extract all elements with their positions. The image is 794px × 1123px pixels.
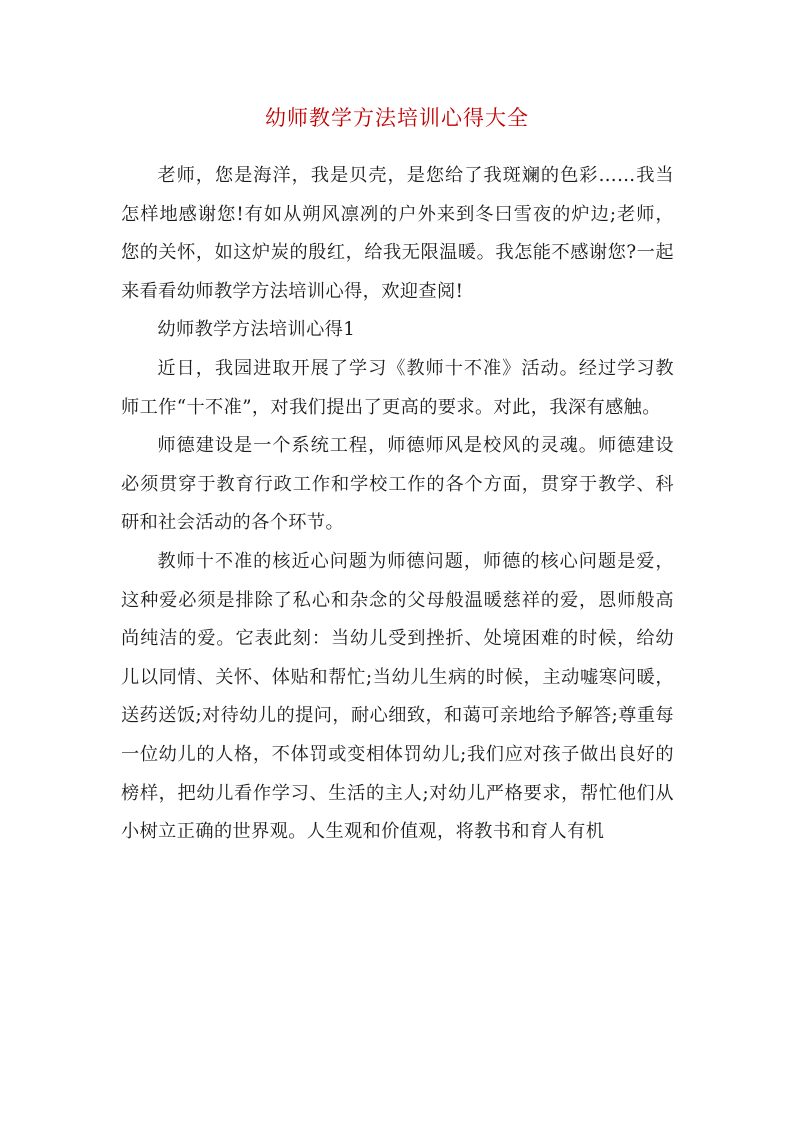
intro-paragraph: 老师，您是海洋，我是贝壳，是您给了我斑斓的色彩……我当怎样地感谢您!有如从朔风凛冽的户外来到冬曰雪夜的炉边;老师，您的关怀，如这炉炭的殷红，给我无限温暖。我怎能不感谢您?一起来看看幼师教学方法培训心得，欢迎查阅! xyxy=(121,165,674,302)
body-paragraph: 教师十不准的核近心问题为师德问题，师德的核心问题是爱，这种爱必须是排除了私心和杂念的父母般温暖慈祥的爱，恩师般高尚纯洁的爱。它表此刻：当幼儿受到挫折、处境困难的时候，给幼儿以同情、关怀、体贴和帮忙;当幼儿生病的时候，主动嘘寒问暖，送药送饭;对待幼儿的提问，耐心细致，和蔼可亲地给予解答;尊重每一位幼儿的人格，不体罚或变相体罚幼儿;我们应对孩子做出良好的榜样，把幼儿看作学习、生活的主人;对幼儿严格要求，帮忙他们从小树立正确的世界观。人生观和价值观，将教书和育人有机 xyxy=(121,550,674,843)
section-heading: 幼师教学方法培训心得1 xyxy=(157,319,356,341)
body-paragraph: 师德建设是一个系统工程，师德师风是校风的灵魂。师德建设必须贯穿于教育行政工作和学校工作的各个方面，贯穿于教学、科研和社会活动的各个环节。 xyxy=(121,435,674,534)
document-title: 幼师教学方法培训心得大全 xyxy=(265,106,529,130)
body-paragraph: 近日，我园进取开展了学习《教师十不准》活动。经过学习教师工作“十不准”，对我们提出了更高的要求。对此，我深有感触。 xyxy=(121,357,674,418)
document-body xyxy=(121,157,674,852)
